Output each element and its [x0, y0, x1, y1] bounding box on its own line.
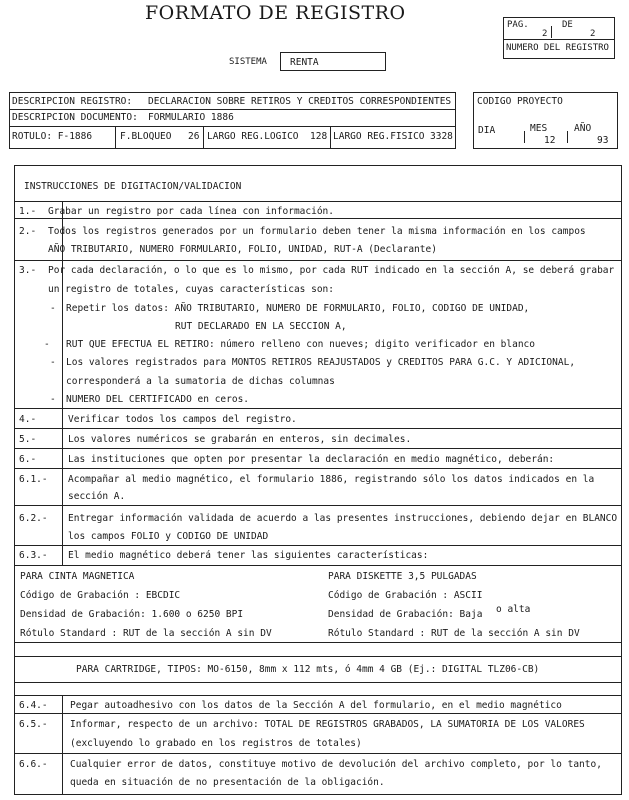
- divider: [115, 126, 116, 148]
- item-text: Cualquier error de datos, constituye motivo de devolución del archivo completo, por lo tanto,: [70, 759, 602, 770]
- anio-value: 93: [597, 135, 609, 146]
- item-text: Grabar un registro por cada línea con información.: [48, 206, 334, 217]
- item-text: Las instituciones que opten por presentar la declaración en medio magnético, deberán:: [68, 454, 555, 465]
- item-number: 1.-: [19, 206, 37, 217]
- bullet-dash: -: [50, 303, 56, 314]
- item-number: 6.5.-: [19, 719, 48, 730]
- cartridge-text: PARA CARTRIDGE, TIPOS: MO-6150, 8mm x 112 mts, ó 4mm 4 GB (Ej.: DIGITAL TLZ06-CB): [76, 664, 540, 675]
- divider: [10, 109, 455, 110]
- item-number: 6.6.-: [19, 759, 48, 770]
- divider: [567, 131, 568, 143]
- subitem-text: Los valores registrados para MONTOS RETIROS REAJUSTADOS y CREDITOS PARA G.C. Y ADICIONAL,: [66, 357, 576, 368]
- divider: [14, 713, 622, 714]
- subitem-text: corresponderá a la sumatoria de dichas columnas: [66, 376, 335, 387]
- dia-label: DIA: [478, 125, 496, 136]
- divider: [14, 428, 622, 429]
- sistema-value: RENTA: [290, 57, 319, 68]
- item-number: 4.-: [19, 414, 37, 425]
- f-bloqueo-value: 26: [188, 131, 200, 142]
- codigo-proyecto-box: [473, 92, 618, 149]
- divider: [203, 126, 204, 148]
- cinta-codigo: Código de Grabación : EBCDIC: [20, 590, 181, 601]
- de-label: DE: [562, 20, 573, 30]
- item-text: Por cada declaración, o lo que es lo mismo, por cada RUT indicado en la sección A, se deberá grabar: [48, 265, 615, 276]
- bullet-dash: -: [50, 394, 56, 405]
- desc-registro-value: DECLARACION SOBRE RETIROS Y CREDITOS CORRESPONDIENTES: [148, 96, 452, 107]
- mes-label: MES: [530, 123, 548, 134]
- item-text: Entregar información validada de acuerdo a las presentes instrucciones, debiendo dejar en BLANCO: [68, 513, 618, 524]
- desc-documento-label: DESCRIPCION DOCUMENTO:: [12, 112, 138, 123]
- cinta-densidad: Densidad de Grabación: 1.600 o 6250 BPI: [20, 609, 244, 620]
- mes-value: 12: [544, 135, 556, 146]
- item-number: 5.-: [19, 434, 37, 445]
- item-number: 6.4.-: [19, 700, 48, 711]
- page-title: FORMATO DE REGISTRO: [145, 2, 406, 24]
- divider: [10, 126, 455, 127]
- divider: [504, 39, 614, 40]
- item-text: (excluyendo lo grabado en los registros de totales): [70, 738, 362, 749]
- page-number-box: [503, 17, 615, 59]
- sistema-label: SISTEMA: [229, 57, 267, 67]
- bullet-dash: -: [44, 339, 50, 350]
- subitem-text: NUMERO DEL CERTIFICADO en ceros.: [66, 394, 250, 405]
- item-number: 2.-: [19, 226, 37, 237]
- descriptor-table: [9, 92, 456, 149]
- instrucciones-title: INSTRUCCIONES DE DIGITACION/VALIDACION: [24, 181, 242, 192]
- subitem-text: RUT DECLARADO EN LA SECCION A,: [175, 321, 347, 332]
- divider: [14, 408, 622, 409]
- diskette-codigo: Código de Grabación : ASCII: [328, 590, 483, 601]
- divider: [14, 545, 622, 546]
- divider: [14, 505, 622, 506]
- item-number: 3.-: [19, 265, 37, 276]
- divider: [14, 565, 622, 566]
- subitem-text: Repetir los datos: AÑO TRIBUTARIO, NUMERO DE FORMULARIO, FOLIO, CODIGO DE UNIDAD,: [66, 303, 530, 314]
- item-number: 6.1.-: [19, 474, 48, 485]
- divider: [14, 448, 622, 449]
- diskette-densidad: Densidad de Grabación: Baja: [328, 609, 483, 620]
- desc-documento-value: FORMULARIO 1886: [148, 112, 234, 123]
- divider: [62, 695, 63, 795]
- numero-registro-label: NUMERO DEL REGISTRO: [506, 43, 609, 53]
- item-text: Informar, respecto de un archivo: TOTAL DE REGISTROS GRABADOS, LA SUMATORIA DE LOS VALORES: [70, 719, 585, 730]
- diskette-title: PARA DISKETTE 3,5 PULGADAS: [328, 571, 477, 582]
- diskette-rotulo: Rótulo Standard : RUT de la sección A sin DV: [328, 628, 580, 639]
- diskette-densidad-extra: o alta: [496, 604, 531, 615]
- divider: [14, 656, 622, 657]
- subitem-text: RUT QUE EFECTUA EL RETIRO: número relleno con nueves; digito verificador en blanco: [66, 339, 535, 350]
- divider: [62, 201, 63, 565]
- rotulo: ROTULO: F-1886: [12, 131, 93, 142]
- item-text: sección A.: [68, 491, 126, 502]
- divider: [14, 201, 622, 202]
- divider: [524, 131, 525, 143]
- codigo-proyecto-label: CODIGO PROYECTO: [477, 96, 563, 107]
- divider: [14, 695, 622, 696]
- divider: [14, 218, 622, 219]
- divider: [14, 753, 622, 754]
- item-text: Pegar autoadhesivo con los datos de la Sección A del formulario, en el medio magnético: [70, 700, 562, 711]
- divider: [551, 26, 552, 38]
- item-text: El medio magnético deberá tener las siguientes características:: [68, 550, 429, 561]
- item-text: Todos los registros generados por un formulario deben tener la misma información en los campos: [48, 226, 586, 237]
- item-text: Acompañar al medio magnético, el formulario 1886, registrando sólo los datos indicados en la: [68, 474, 595, 485]
- item-number: 6.-: [19, 454, 37, 465]
- pag-label: PAG.: [507, 20, 529, 30]
- item-number: 6.2.-: [19, 513, 48, 524]
- sistema-field: [280, 52, 386, 71]
- desc-registro-label: DESCRIPCION REGISTRO:: [12, 96, 133, 107]
- largo-logico-value: 128: [310, 131, 328, 142]
- anio-label: AÑO: [574, 123, 592, 134]
- item-text: los campos FOLIO y CODIGO DE UNIDAD: [68, 531, 269, 542]
- cinta-rotulo: Rótulo Standard : RUT de la sección A sin DV: [20, 628, 272, 639]
- page-value: 2: [542, 29, 548, 39]
- item-text: Los valores numéricos se grabarán en enteros, sin decimales.: [68, 434, 412, 445]
- f-bloqueo-label: F.BLOQUEO: [120, 131, 172, 142]
- page-total: 2: [590, 29, 596, 39]
- divider: [330, 126, 331, 148]
- largo-fisico-label: LARGO REG.FISICO: [333, 131, 425, 142]
- item-text: queda en situación de no presentación de la obligación.: [70, 777, 385, 788]
- item-text: un registro de totales, cuyas características son:: [48, 284, 334, 295]
- largo-logico-label: LARGO REG.LOGICO: [207, 131, 299, 142]
- divider: [14, 260, 622, 261]
- item-text: Verificar todos los campos del registro.: [68, 414, 297, 425]
- cinta-title: PARA CINTA MAGNETICA: [20, 571, 135, 582]
- largo-fisico-value: 3328: [430, 131, 453, 142]
- item-text: AÑO TRIBUTARIO, NUMERO FORMULARIO, FOLIO, UNIDAD, RUT-A (Declarante): [48, 244, 437, 255]
- divider: [14, 682, 622, 683]
- divider: [14, 468, 622, 469]
- divider: [14, 642, 622, 643]
- item-number: 6.3.-: [19, 550, 48, 561]
- bullet-dash: -: [50, 357, 56, 368]
